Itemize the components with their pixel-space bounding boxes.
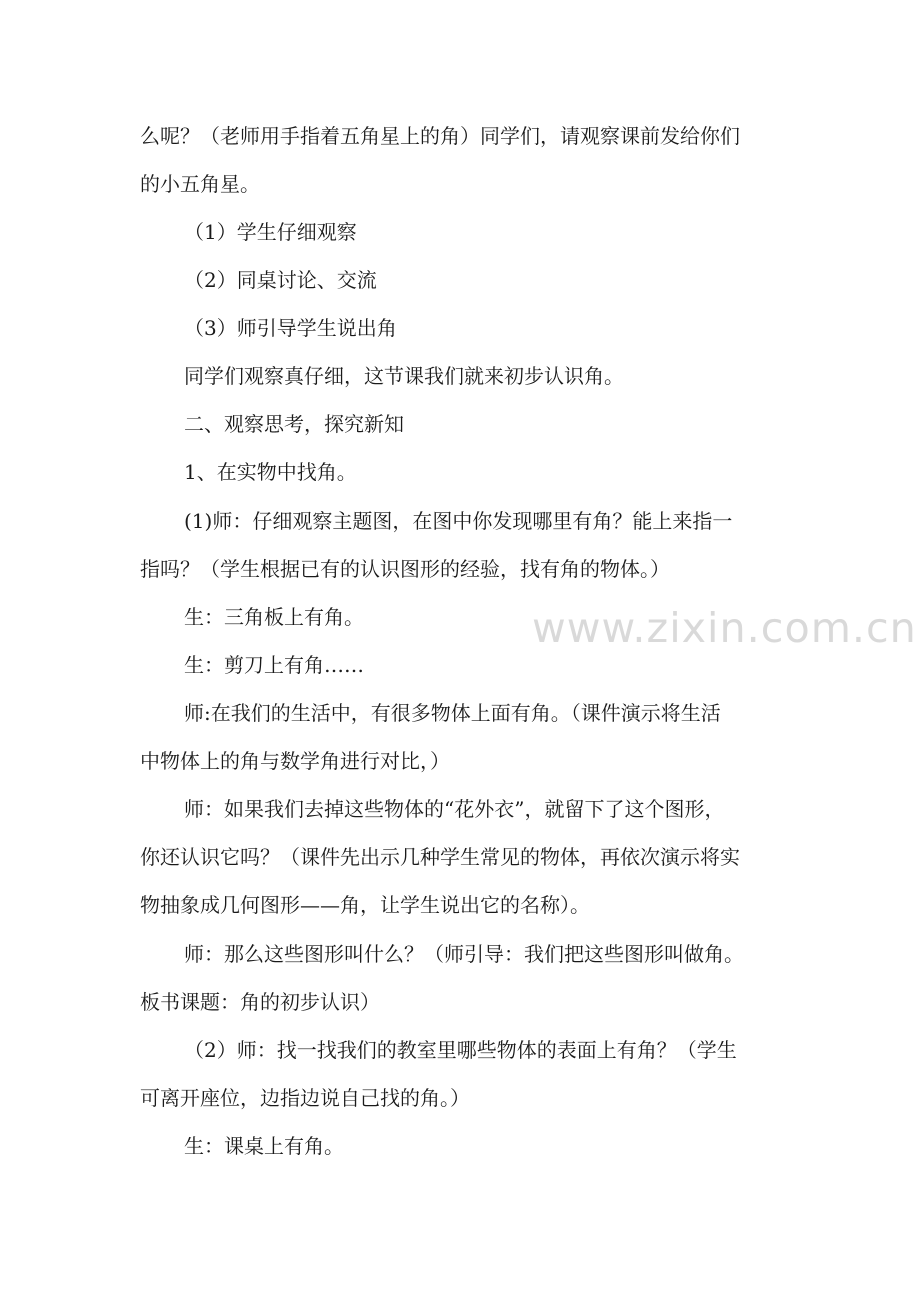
paragraph-student-2: 生：剪刀上有角…… — [184, 653, 364, 677]
paragraph-1-line-1: 么呢？（老师用手指着五角星上的角）同学们，请观察课前发给你们 — [140, 124, 740, 148]
paragraph-8-line-1: (1)师：仔细观察主题图，在图中你发现哪里有角？能上来指一 — [184, 509, 733, 533]
paragraph-13-line-2: 板书课题：角的初步认识） — [140, 990, 380, 1014]
paragraph-13-line-1: 师：那么这些图形叫什么？（师引导：我们把这些图形叫做角。 — [184, 942, 744, 966]
paragraph-12-line-2: 你还认识它吗？（课件先出示几种学生常见的物体，再依次演示将实 — [140, 845, 740, 869]
paragraph-step-3: （3）师引导学生说出角 — [184, 316, 397, 340]
paragraph-step-1: （1）学生仔细观察 — [184, 220, 357, 244]
watermark: www.zixin.com.cn — [532, 604, 917, 652]
paragraph-12-line-1: 师：如果我们去掉这些物体的“花外衣”，就留下了这个图形， — [184, 797, 725, 821]
paragraph-11-line-2: 中物体上的角与数学角进行对比，） — [140, 749, 450, 773]
section-heading: 二、观察思考，探究新知 — [184, 412, 404, 436]
paragraph-11-line-1: 师:在我们的生活中，有很多物体上面有角。（课件演示将生活 — [184, 701, 721, 725]
paragraph-1-line-2: 的小五角星。 — [140, 172, 260, 196]
paragraph-8-line-2: 指吗？（学生根据已有的认识图形的经验，找有角的物体。） — [140, 557, 670, 581]
paragraph-12-line-3: 物抽象成几何图形——角，让学生说出它的名称）。 — [140, 893, 590, 917]
paragraph-student-1: 生：三角板上有角。 — [184, 605, 364, 629]
paragraph-intro: 同学们观察真仔细，这节课我们就来初步认识角。 — [184, 364, 624, 388]
paragraph-14-line-1: （2）师：找一找我们的教室里哪些物体的表面上有角？（学生 — [184, 1038, 737, 1062]
paragraph-14-line-2: 可离开座位，边指边说自己找的角。） — [140, 1086, 470, 1110]
paragraph-step-2: （2）同桌讨论、交流 — [184, 268, 377, 292]
subsection-heading: 1、在实物中找角。 — [184, 460, 357, 484]
paragraph-student-3: 生：课桌上有角。 — [184, 1134, 344, 1158]
